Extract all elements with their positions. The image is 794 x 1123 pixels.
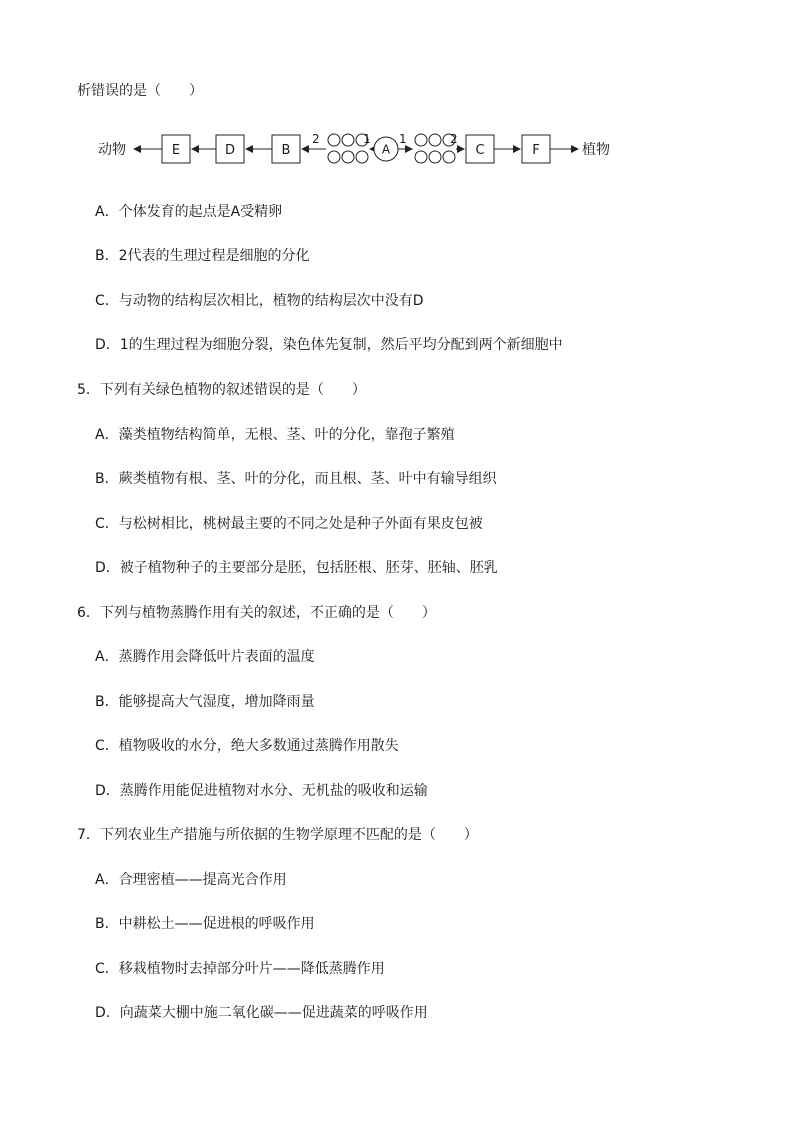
q4-option-b: B．2代表的生理过程是细胞的分化 — [95, 248, 310, 264]
cell-cluster-left — [328, 134, 368, 163]
q5-option-d: D．被子植物种子的主要部分是胚，包括胚根、胚芽、胚轴、胚乳 — [95, 560, 498, 576]
q5-stem: 5．下列有关绿色植物的叙述错误的是（ ） — [77, 382, 366, 398]
q6-option-a: A．蒸腾作用会降低叶片表面的温度 — [95, 649, 315, 665]
q7-option-b: B．中耕松土——促进根的呼吸作用 — [95, 916, 315, 932]
q4-option-a: A．个体发育的起点是A受精卵 — [95, 204, 283, 220]
q6-stem: 6．下列与植物蒸腾作用有关的叙述，不正确的是（ ） — [77, 605, 436, 621]
q7-stem: 7．下列农业生产措施与所依据的生物学原理不匹配的是（ ） — [77, 827, 478, 843]
q6-option-b: B．能够提高大气湿度，增加降雨量 — [95, 694, 315, 710]
cell-development-diagram — [90, 128, 630, 172]
q7-option-c: C．移栽植物时去掉部分叶片——降低蒸腾作用 — [95, 961, 385, 977]
q4-option-d: D．1的生理过程为细胞分裂，染色体先复制，然后平均分配到两个新细胞中 — [95, 337, 563, 353]
cell-cluster-right — [415, 134, 455, 163]
step-right-2: 2 — [450, 132, 458, 146]
q4-option-c: C．与动物的结构层次相比，植物的结构层次中没有D — [95, 293, 424, 309]
q7-option-d: D．向蔬菜大棚中施二氧化碳——促进蔬菜的呼吸作用 — [95, 1005, 428, 1021]
step-right-1: 1 — [399, 132, 407, 146]
q6-option-c: C．植物吸收的水分，绝大多数通过蒸腾作用散失 — [95, 738, 399, 754]
animal-label: 动物 — [98, 142, 126, 158]
q5-option-c: C．与松树相比，桃树最主要的不同之处是种子外面有果皮包被 — [95, 516, 483, 532]
step-left-1: 1 — [363, 132, 371, 146]
q4-stem-tail: 析错误的是（ ） — [77, 83, 203, 99]
box-f-label: F — [532, 143, 540, 158]
plant-label: 植物 — [582, 142, 610, 158]
step-left-2: 2 — [312, 132, 320, 146]
box-e-label: E — [171, 143, 181, 158]
box-d-label: D — [224, 143, 236, 158]
q7-option-a: A．合理密植——提高光合作用 — [95, 872, 287, 888]
box-c-label: C — [475, 143, 485, 158]
box-b-label: B — [281, 143, 291, 158]
q5-option-b: B．蕨类植物有根、茎、叶的分化，而且根、茎、叶中有输导组织 — [95, 471, 497, 487]
q5-option-a: A．藻类植物结构简单，无根、茎、叶的分化，靠孢子繁殖 — [95, 427, 455, 443]
q6-option-d: D．蒸腾作用能促进植物对水分、无机盐的吸收和运输 — [95, 783, 428, 799]
circle-a-label: A — [381, 142, 391, 157]
